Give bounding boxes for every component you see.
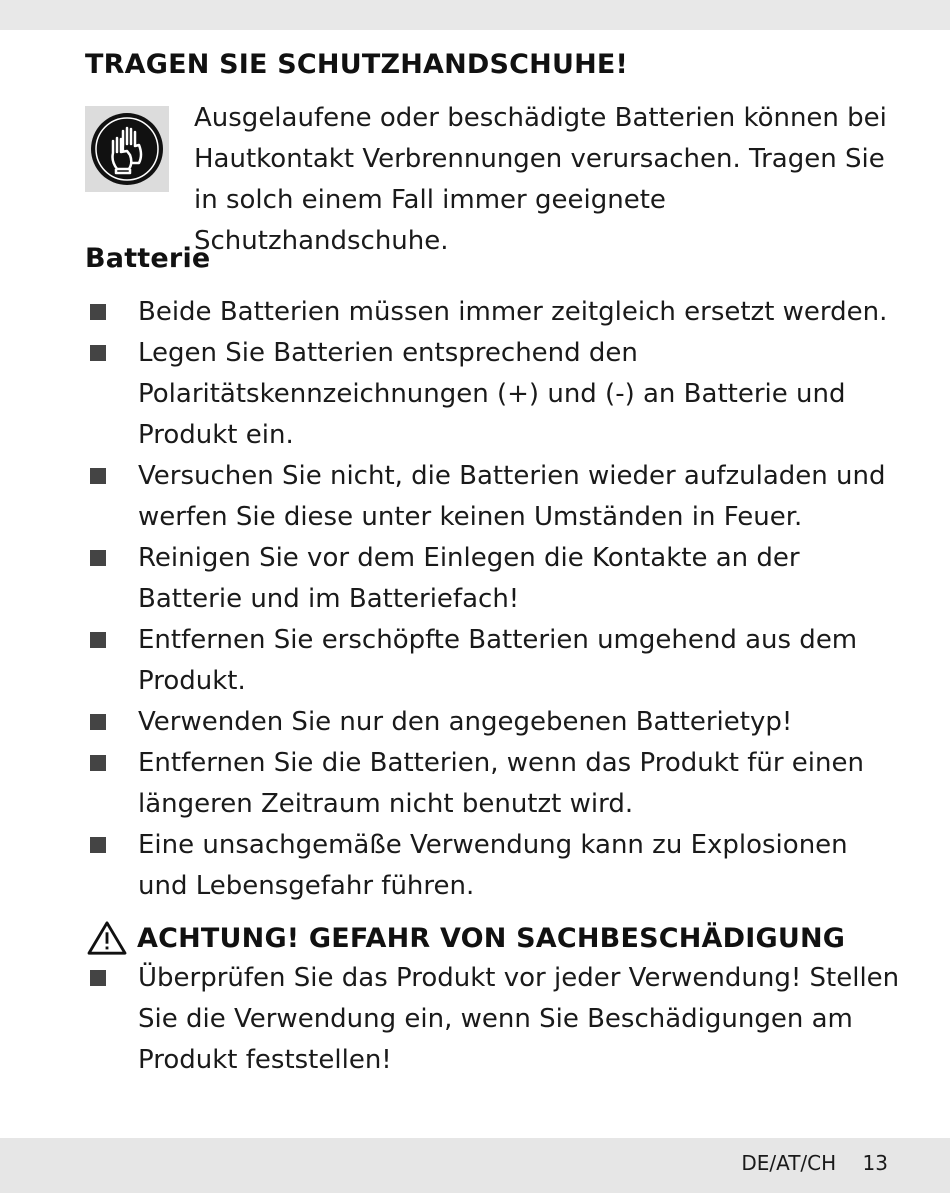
warning-triangle-icon: [85, 920, 129, 956]
square-bullet-icon: [90, 970, 106, 986]
page-number: 13: [862, 1151, 888, 1175]
list-item-text: Versuchen Sie nicht, die Batterien wieder aufzuladen und werfen Sie diese unter keinen Umständen in Feuer.: [138, 461, 886, 532]
list-item-text: Beide Batterien müssen immer zeitgleich ersetzt werden.: [138, 297, 888, 327]
protective-gloves-icon: [85, 106, 169, 192]
square-bullet-icon: [90, 468, 106, 484]
square-bullet-icon: [90, 755, 106, 771]
list-item-text: Legen Sie Batterien entsprechend den Polaritätskennzeichnungen (+) und (-) an Batterie und Produkt ein.: [138, 338, 846, 450]
list-item: [85, 743, 905, 825]
language-codes: DE/AT/CH: [741, 1151, 837, 1175]
caution-heading: [85, 920, 845, 956]
list-item-text: Entfernen Sie die Batterien, wenn das Produkt für einen längeren Zeitraum nicht benutzt wird.: [138, 748, 864, 819]
list-item: [85, 292, 905, 333]
list-item: [85, 825, 905, 907]
square-bullet-icon: [90, 550, 106, 566]
top-band: [0, 0, 950, 30]
gloves-heading: TRAGEN SIE SCHUTZHANDSCHUHE!: [85, 49, 629, 80]
square-bullet-icon: [90, 632, 106, 648]
list-item: [85, 538, 905, 620]
list-item-text: Entfernen Sie erschöpfte Batterien umgehend aus dem Produkt.: [138, 625, 858, 696]
list-item-text: Eine unsachgemäße Verwendung kann zu Explosionen und Lebensgefahr führen.: [138, 830, 848, 901]
battery-heading: Batterie: [85, 243, 211, 274]
page-footer: [741, 1151, 888, 1175]
list-item: [85, 958, 905, 1081]
square-bullet-icon: [90, 837, 106, 853]
battery-instructions-list: [85, 292, 905, 907]
list-item-text: Verwenden Sie nur den angegebenen Batterietyp!: [138, 707, 793, 737]
list-item: [85, 620, 905, 702]
caution-instructions-list: [85, 958, 905, 1081]
list-item: [85, 456, 905, 538]
caution-heading-text: ACHTUNG! GEFAHR VON SACHBESCHÄDIGUNG: [137, 922, 846, 954]
gloves-warning-text: Ausgelaufene oder beschädigte Batterien können bei Hautkontakt Verbrennungen verursachen. Tragen Sie in solch einem Fall immer geeignete Schutzhandschuhe.: [194, 103, 887, 256]
square-bullet-icon: [90, 714, 106, 730]
list-item-text: Überprüfen Sie das Produkt vor jeder Verwendung! Stellen Sie die Verwendung ein, wenn Sie Beschädigungen am Produkt feststellen!: [138, 963, 900, 1075]
list-item: [85, 333, 905, 456]
list-item-text: Reinigen Sie vor dem Einlegen die Kontakte an der Batterie und im Batteriefach!: [138, 543, 800, 614]
list-item: [85, 702, 905, 743]
square-bullet-icon: [90, 304, 106, 320]
square-bullet-icon: [90, 345, 106, 361]
